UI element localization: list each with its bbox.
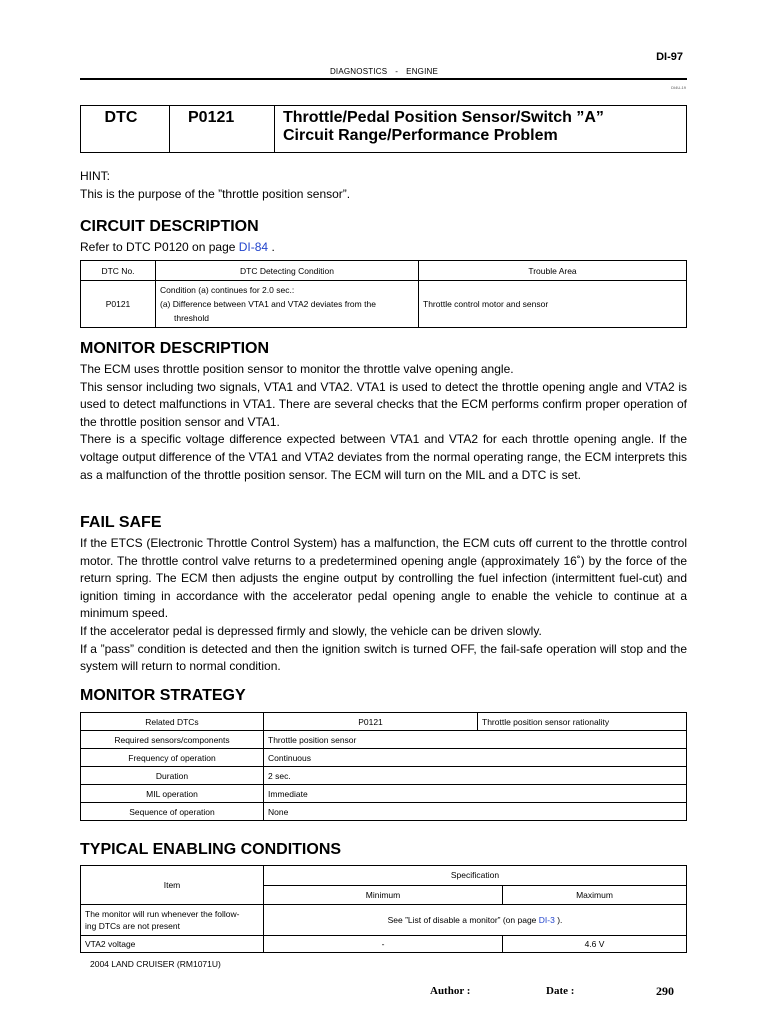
col-trouble-area: Trouble Area	[419, 261, 687, 281]
paragraph: There is a specific voltage difference expected between VTA1 and VTA2 for each throttle opening angle. If the voltage output difference of the VTA1 and VTA2 deviates from the normal operating range, the ECM interprets this as a malfunction of the throttle position sensor. The ECM will turn on the MIL and a DTC is set.	[80, 432, 687, 482]
monitor-strategy-heading: MONITOR STRATEGY	[80, 687, 246, 704]
running-header	[0, 67, 768, 76]
subsection-label: ENGINE	[406, 67, 439, 76]
dtc-title	[275, 106, 687, 153]
table-row	[81, 785, 687, 803]
table-row	[81, 767, 687, 785]
spec-cell	[264, 905, 687, 936]
monitor-strategy-table	[80, 712, 687, 821]
circuit-ref-text: Refer to DTC P0120 on page	[80, 240, 239, 254]
max-header: Maximum	[503, 885, 687, 905]
item-cell	[81, 905, 264, 936]
circuit-ref-link[interactable]: DI-84	[238, 240, 269, 254]
strategy-extra: Throttle position sensor rationality	[478, 713, 687, 731]
item-line1: The monitor will run whenever the follow-	[85, 909, 240, 919]
min-cell: -	[264, 936, 503, 953]
spec-suffix: ).	[554, 915, 563, 925]
strategy-value: 2 sec.	[264, 767, 687, 785]
vehicle-footer: 2004 LAND CRUISER (RM1071U)	[90, 959, 221, 969]
author-label: Author :	[430, 985, 471, 997]
strategy-value: Continuous	[264, 749, 687, 767]
table-row	[81, 713, 687, 731]
circuit-ref-suffix: .	[268, 240, 275, 254]
dtc-code: P0121	[170, 106, 275, 153]
page-id: DI-97	[656, 51, 683, 63]
enabling-conditions-table	[80, 865, 687, 953]
max-cell: 4.6 V	[503, 936, 687, 953]
paragraph: If a ”pass” condition is detected and then the ignition switch is turned OFF, the fail-safe operation will stop and the system will return to normal condition.	[80, 641, 687, 674]
fail-safe-body	[80, 535, 687, 676]
table-row	[81, 749, 687, 767]
strategy-label: Frequency of operation	[81, 749, 264, 767]
condition-line2: (a) Difference between VTA1 and VTA2 deviates from the	[160, 299, 376, 309]
strategy-label: MIL operation	[81, 785, 264, 803]
paragraph: This sensor including two signals, VTA1 and VTA2. VTA1 is used to detect the throttle opening angle and VTA2 is used to detect malfunctions in VTA1. There are several checks that the ECM performs confirm proper operation of the throttle position sensor and VTA1.	[80, 379, 687, 429]
dtc-title-line1: Throttle/Pedal Position Sensor/Switch ”A”	[283, 109, 604, 126]
table-row	[81, 936, 687, 953]
dtc-title-line2: Circuit Range/Performance Problem	[283, 127, 558, 144]
monitor-description-heading: MONITOR DESCRIPTION	[80, 340, 270, 357]
typical-enabling-heading: TYPICAL ENABLING CONDITIONS	[80, 841, 342, 858]
circuit-ref	[80, 239, 687, 257]
col-dtc-no: DTC No.	[81, 261, 156, 281]
dtc-title-box	[80, 105, 687, 153]
strategy-value: P0121	[264, 713, 478, 731]
doc-code: DI4U-19	[671, 85, 686, 90]
strategy-value: Throttle position sensor	[264, 731, 687, 749]
item-line2: ing DTCs are not present	[85, 921, 180, 931]
strategy-value: Immediate	[264, 785, 687, 803]
table-row	[81, 731, 687, 749]
table-row	[81, 905, 687, 936]
dtc-label: DTC	[81, 106, 170, 153]
monitor-description-body	[80, 361, 687, 484]
hint-label: HINT:	[80, 169, 110, 183]
condition-cell	[156, 281, 419, 328]
condition-line3: threshold	[174, 313, 209, 323]
hint-text: This is the purpose of the ”throttle position sensor”.	[80, 186, 351, 201]
paragraph: If the accelerator pedal is depressed firmly and slowly, the vehicle can be driven slowly.	[80, 623, 542, 638]
section-label: DIAGNOSTICS	[329, 67, 388, 76]
strategy-label: Sequence of operation	[81, 803, 264, 821]
spec-header: Specification	[264, 866, 687, 886]
item-header: Item	[81, 866, 264, 905]
fail-safe-heading: FAIL SAFE	[80, 514, 162, 531]
dtc-no-cell: P0121	[81, 281, 156, 328]
strategy-label: Related DTCs	[81, 713, 264, 731]
spec-text: See ”List of disable a monitor” (on page	[387, 915, 539, 925]
trouble-area-cell: Throttle control motor and sensor	[419, 281, 687, 328]
header-separator: -	[395, 67, 399, 76]
paragraph: If the ETCS (Electronic Throttle Control System) has a malfunction, the ECM cuts off current to the throttle control motor. The throttle control valve returns to a predetermined opening angle (approximately 16˚) by the force of the return spring. The ECM then adjusts the engine output by controlling the fuel infection (intermittent fuel-cut) and ignition timing in accordance with the accelerator pedal opening angle to enable the vehicle to continue at a minimum speed.	[80, 536, 687, 621]
item-cell: VTA2 voltage	[81, 936, 264, 953]
spec-link[interactable]: DI-3	[538, 915, 555, 925]
circuit-description-heading: CIRCUIT DESCRIPTION	[80, 218, 259, 235]
col-detecting-condition: DTC Detecting Condition	[156, 261, 419, 281]
min-header: Minimum	[264, 885, 503, 905]
hint-block	[80, 168, 687, 203]
strategy-value: None	[264, 803, 687, 821]
date-label: Date :	[546, 985, 575, 997]
strategy-label: Duration	[81, 767, 264, 785]
table-header-row	[81, 261, 687, 281]
page-number: 290	[656, 984, 674, 998]
table-row	[81, 281, 687, 328]
header-rule	[80, 78, 687, 80]
table-row	[81, 803, 687, 821]
dtc-condition-table	[80, 260, 687, 328]
condition-line1: Condition (a) continues for 2.0 sec.:	[160, 285, 295, 295]
strategy-label: Required sensors/components	[81, 731, 264, 749]
paragraph: The ECM uses throttle position sensor to monitor the throttle valve opening angle.	[80, 362, 514, 376]
table-header-row	[81, 866, 687, 886]
